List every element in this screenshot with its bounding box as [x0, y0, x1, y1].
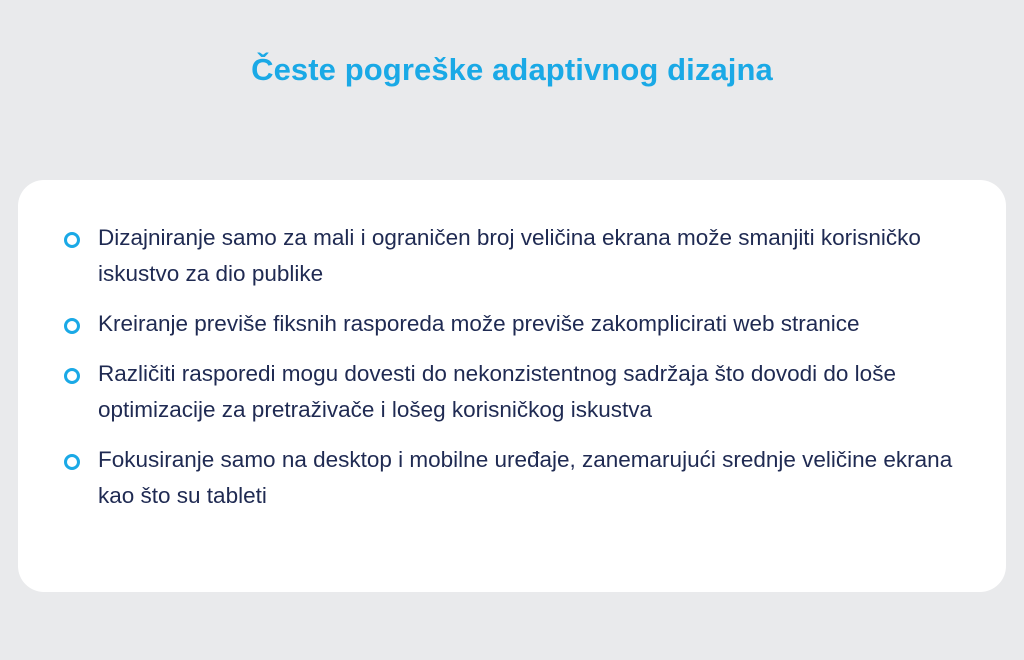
list-item	[18, 356, 1006, 428]
ring-bullet-icon	[64, 232, 80, 248]
ring-bullet-icon	[64, 454, 80, 470]
mistakes-list	[18, 220, 1006, 528]
list-item-text: Dizajniranje samo za mali i ograničen broj veličina ekrana može smanjiti korisničko iskustvo za dio publike	[98, 225, 921, 286]
list-item	[18, 442, 1006, 514]
list-item-text: Različiti rasporedi mogu dovesti do nekonzistentnog sadržaja što dovodi do loše optimizacije za pretraživače i lošeg korisničkog iskustva	[98, 361, 896, 422]
list-item	[18, 306, 1006, 342]
ring-bullet-icon	[64, 368, 80, 384]
content-card	[18, 180, 1006, 592]
page-title: Česte pogreške adaptivnog dizajna	[251, 52, 773, 87]
ring-bullet-icon	[64, 318, 80, 334]
list-item	[18, 220, 1006, 292]
list-item-text: Fokusiranje samo na desktop i mobilne uređaje, zanemarujući srednje veličine ekrana kao što su tableti	[98, 447, 953, 508]
list-item-text: Kreiranje previše fiksnih rasporeda može previše zakomplicirati web stranice	[98, 311, 860, 336]
